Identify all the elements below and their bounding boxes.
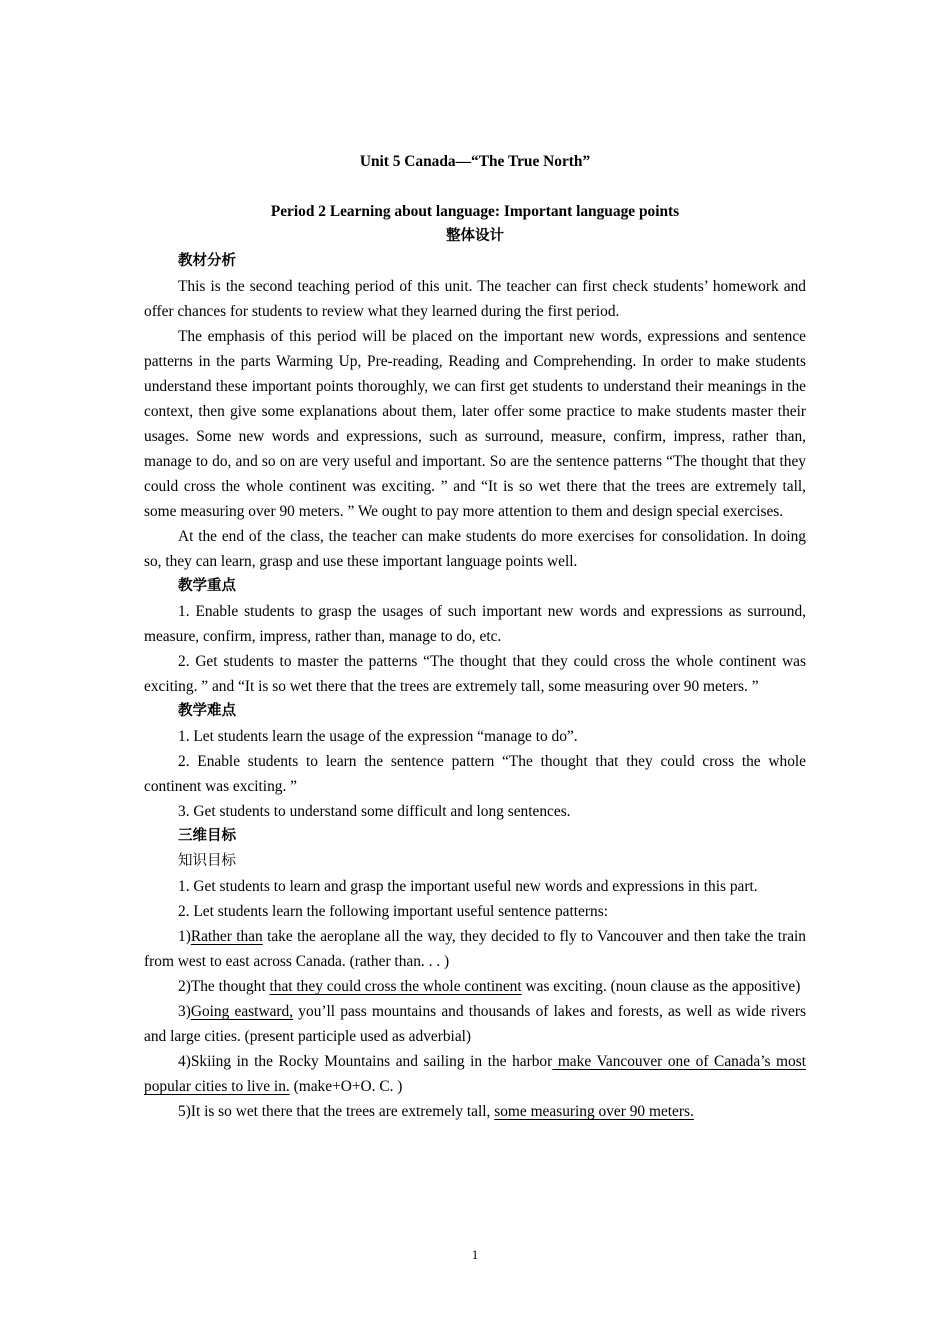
pattern-text: take the aeroplane all the way, they decided to fly to Vancouver and then take the train from west to east across Canada. (rather than. . . ) [144, 928, 806, 970]
page-number: 1 [471, 1247, 479, 1262]
difficulty-2: 2. Enable students to learn the sentence pattern “The thought that they could cross the whole continent was exciting. ” [144, 753, 806, 795]
spacer [144, 174, 806, 199]
analysis-paragraph-2: The emphasis of this period will be placed on the important new words, expressions and sentence patterns in the parts Warming Up, Pre-reading, Reading and Comprehending. In order to make students understand these important points thoroughly, we can first get students to understand their meanings in the context, then give some explanations about them, later offer some practice to make students master their usages. Some new words and expressions, such as surround, measure, confirm, impress, rather than, manage to do, and so on are very useful and important. So are the sentence patterns “The thought that they could cross the whole continent was exciting. ” and “It is so wet there that the trees are extremely tall, some measuring over 90 meters. ” We ought to pay more attention to them and design special exercises. [144, 328, 806, 520]
pattern-underlined: make Vancouver one of Canada’s most popular cities to live in. [144, 1053, 806, 1095]
pattern-text: was exciting. (noun clause as the appositive) [521, 978, 801, 995]
pattern-text: you’ll pass mountains and thousands of lakes and forests, as well as wide rivers and large cities. (present participle used as adverbial) [144, 1003, 806, 1045]
pattern-number: 1) [178, 928, 191, 945]
pattern-underlined: Going eastward, [190, 1003, 294, 1020]
objective-1: 1. Get students to learn and grasp the important useful new words and expressions in this part. [178, 878, 758, 895]
key-point-1: 1. Enable students to grasp the usages of such important new words and expressions as surround, measure, confirm, impress, rather than, manage to do, etc. [144, 603, 806, 645]
key-points-heading: 教学重点 [178, 578, 236, 594]
pattern-underlined: some measuring over 90 meters. [494, 1103, 694, 1120]
analysis-paragraph-3: At the end of the class, the teacher can make students do more exercises for consolidation. In doing so, they can learn, grasp and use these important language points well. [144, 528, 806, 570]
unit-title: Unit 5 Canada—“The True North” [359, 153, 591, 170]
sentence-pattern-1 [144, 924, 806, 974]
sentence-pattern-5 [144, 1099, 806, 1124]
objective-2: 2. Let students learn the following important useful sentence patterns: [178, 903, 608, 920]
pattern-text: 4)Skiing in the Rocky Mountains and sailing in the harbor [178, 1053, 553, 1070]
sentence-pattern-2 [144, 974, 806, 999]
difficulties-heading: 教学难点 [178, 703, 236, 719]
pattern-underlined: that they could cross the whole continent [269, 978, 522, 995]
knowledge-objectives-subheading: 知识目标 [178, 853, 236, 869]
pattern-text: (make+O+O. C. ) [289, 1078, 403, 1095]
difficulty-1: 1. Let students learn the usage of the expression “manage to do”. [178, 728, 578, 745]
difficulty-3: 3. Get students to understand some difficult and long sentences. [178, 803, 571, 820]
objectives-heading: 三维目标 [178, 828, 236, 844]
page-content [144, 149, 806, 1124]
pattern-underlined: Rather than [190, 928, 263, 945]
analysis-heading: 教材分析 [178, 253, 236, 269]
key-point-2: 2. Get students to master the patterns “The thought that they could cross the whole continent was exciting. ” and “It is so wet there that the trees are extremely tall, some measuring over 90 meters. ” [144, 653, 806, 695]
period-title: Period 2 Learning about language: Important language points [270, 203, 680, 220]
pattern-text: 2)The thought [178, 978, 270, 995]
overall-design-heading: 整体设计 [446, 228, 504, 244]
sentence-pattern-3 [144, 999, 806, 1049]
pattern-text: 5)It is so wet there that the trees are extremely tall, [178, 1103, 495, 1120]
analysis-paragraph-1: This is the second teaching period of this unit. The teacher can first check students’ homework and offer chances for students to review what they learned during the first period. [144, 278, 806, 320]
sentence-pattern-4 [144, 1049, 806, 1099]
pattern-number: 3) [178, 1003, 191, 1020]
